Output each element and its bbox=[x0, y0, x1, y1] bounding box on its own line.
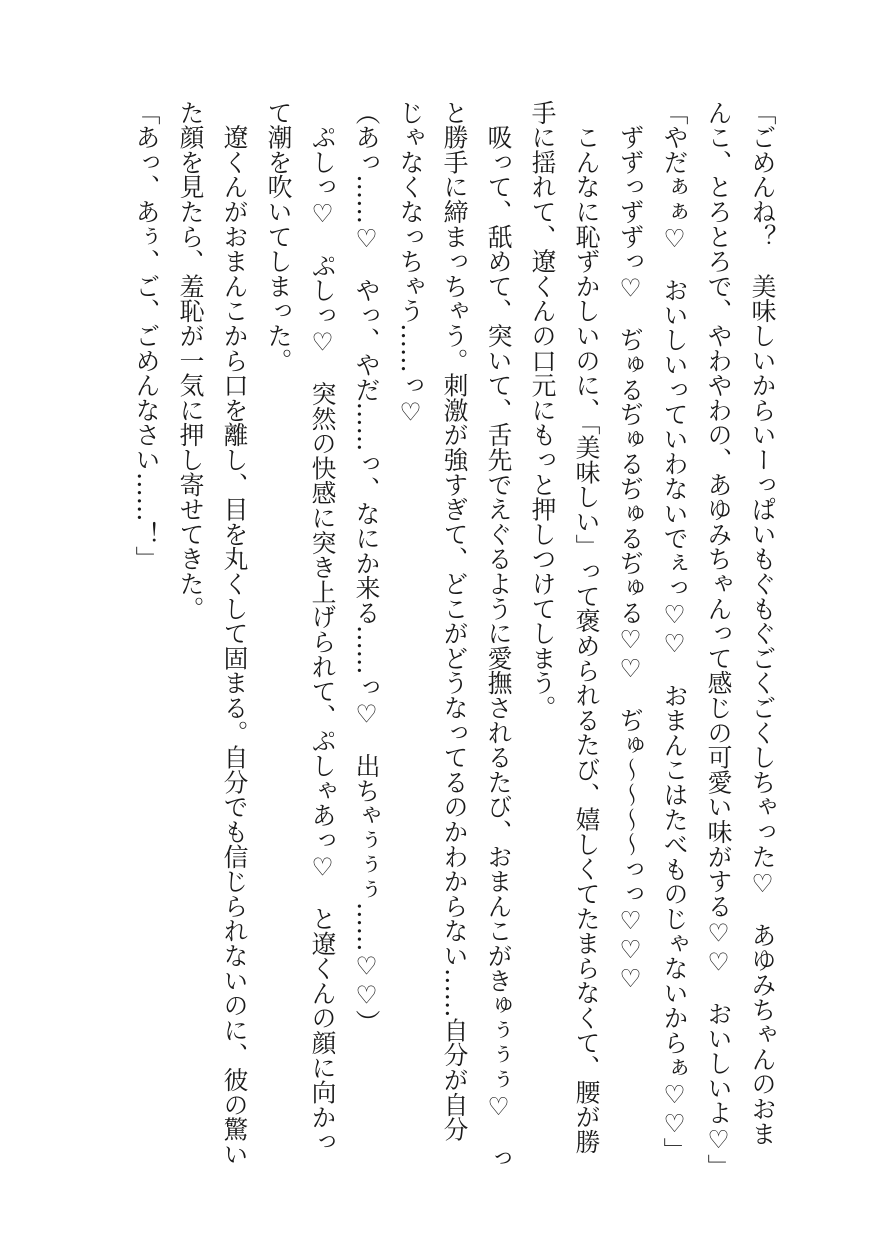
text-line: 吸って、舐めて、突いて、舌先でえぐるように愛撫されるたび、おまんこがきゅぅぅぅ♡ っ bbox=[484, 100, 513, 1171]
text-line: ずずっずずっ♡ ぢゅるぢゅるぢゅるぢゅる♡♡ ぢゅ～～～～っっ♡♡♡ bbox=[616, 100, 645, 994]
text-line: 「あっ、あぅ、ご、ごめんなさい……！」 bbox=[132, 100, 161, 572]
text-line: 手に揺れて、遼くんの口元にもっと押しつけてしまう。 bbox=[528, 100, 557, 720]
text-line: こんなに恥ずかしいのに、「美味しい」って褒められるたび、嬉しくてたまらなくて、腰が勝 bbox=[572, 100, 601, 1154]
text-line: （あっ……♡ やっ、やだ……っ、なにか来る……っ♡ 出ちゃぅぅぅ……♡♡） bbox=[352, 100, 381, 1035]
text-line: んこ、とろとろで、やわやわの、あゆみちゃんって感じの可愛い味がする♡♡ おいしいよ♡」 bbox=[704, 100, 733, 1179]
text-line: て潮を吹いてしまった。 bbox=[264, 100, 293, 373]
text-line: 「ごめんね？ 美味しいからいーっぱいもぐもぐごくごくしちゃった♡ あゆみちゃんのおま bbox=[748, 100, 777, 1146]
text-line: た顔を見たら、羞恥が一気に押し寄せてきた。 bbox=[176, 100, 205, 621]
text-line: 遼くんがおまんこから口を離し、目を丸くして固まる。自分でも信じられないのに、彼の驚い bbox=[220, 100, 249, 1167]
text-line: 「やだぁぁ♡ おいしいっていわないでぇっ♡♡ おまんこはたべものじゃないからぁ♡♡」 bbox=[660, 100, 689, 1163]
vertical-text-body bbox=[124, 100, 784, 1210]
text-line: じゃなくなっちゃう……っ♡ bbox=[396, 100, 425, 427]
text-line: ぷしっ♡ ぷしっ♡ 突然の快感に突き上げられて、ぷしゃあっ♡ と遼くんの顔に向かっ bbox=[308, 100, 337, 1155]
text-line: と勝手に締まっちゃう。刺激が強すぎて、どこがどうなってるのかわからない……自分が自分 bbox=[440, 100, 469, 1142]
